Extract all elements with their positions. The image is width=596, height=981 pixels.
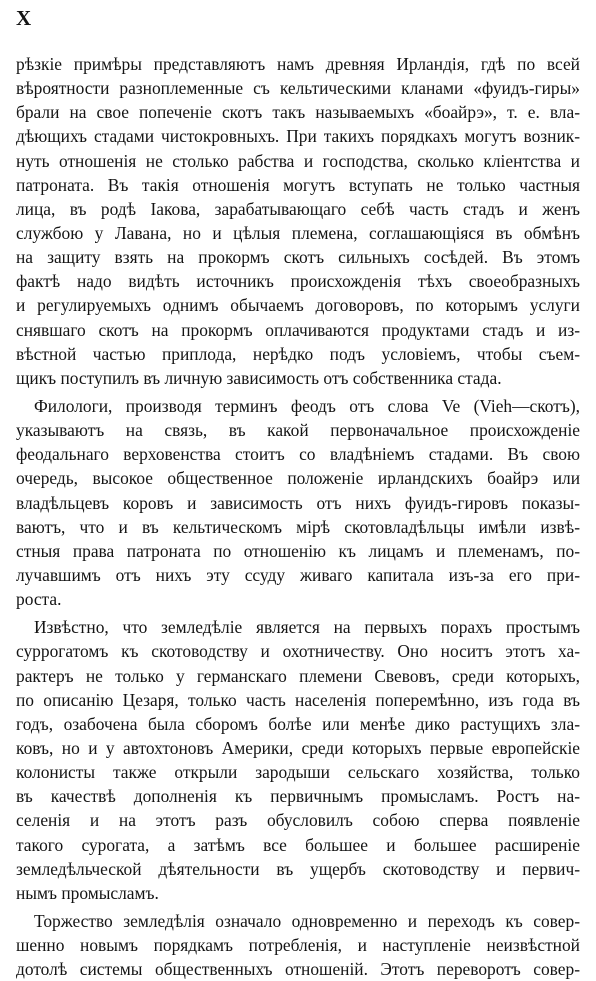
text-line: дѣющихъ стадами чистокровныхъ. При такихъ порядкахъ могутъ возник- — [16, 126, 580, 147]
text-line: такого сурогата, а затѣмъ все большее и большее расширеніе — [16, 834, 580, 855]
text-line: нуть отношенія не столько рабства и господства, сколько кліентства и — [16, 150, 580, 171]
text-line: лица, въ родѣ Іакова, зарабатывающаго себѣ часть стадъ и женъ — [16, 198, 580, 219]
text-line: въ качествѣ дополненія къ первичнымъ промысламъ. Ростъ на- — [16, 786, 580, 807]
text-line: вѣроятности разноплеменные съ кельтическими кланами «фуидъ-гиры» — [16, 78, 580, 99]
text-line: указываютъ на связь, въ какой первоначальное происхожденіе — [16, 420, 580, 441]
paragraph — [16, 52, 580, 390]
paragraph — [16, 909, 580, 981]
text-line: патроната. Въ такія отношенія могутъ вступать не только частныя — [16, 174, 580, 195]
text-line: Извѣстно, что земледѣліе является на первыхъ порахъ простымъ — [34, 617, 580, 638]
text-line: рѣзкіе примѣры представляютъ намъ древняя Ирландія, гдѣ по всей — [16, 54, 580, 74]
text-line: нымъ промысламъ. — [16, 882, 159, 903]
text-line: очередь, высокое общественное положеніе ирландскихъ боайрэ или — [16, 468, 580, 489]
text-line: на защиту взять на прокормъ скотъ сильныхъ сосѣдей. Въ этомъ — [16, 247, 580, 268]
text-line: по описанію Цезаря, только часть населенія поперемѣнно, изъ года въ — [16, 689, 580, 710]
text-line: земледѣльческой дѣятельности въ ущербъ скотоводству и первич- — [16, 858, 580, 879]
text-line: и регулируемыхъ однимъ обычаемъ договоровъ, по которымъ услуги — [16, 295, 580, 316]
text-line: ковъ, но и у автохтоновъ Америки, среди которыхъ первые европейскіе — [16, 737, 580, 758]
text-line: вѣстной частью приплода, нерѣдко подъ условіемъ, чтобы съем- — [16, 343, 580, 364]
text-line: щикъ поступилъ въ личную зависимость отъ собственника стада. — [16, 367, 502, 388]
text-line: фактѣ надо видѣть источникъ происхожденія тѣхъ своеобразныхъ — [16, 271, 580, 292]
text-line: колонисты также открыли зародыши сельскаго хозяйства, только — [16, 762, 580, 783]
text-line: брали на свое попеченіе скотъ такъ называемыхъ «боайрэ», т. е. вла- — [16, 102, 580, 123]
text-line: ваютъ, что и въ кельтическомъ мірѣ скотовладѣльцы имѣли извѣ- — [16, 516, 580, 537]
text-line: Торжество земледѣлія означало одновременно и переходъ къ совер- — [34, 910, 580, 931]
text-line: феодальнаго верховенства стоитъ со владѣніемъ стадами. Въ свою — [16, 444, 580, 465]
text-line: годъ, озабочена была сборомъ болѣе или менѣе дико растущихъ зла- — [16, 713, 580, 734]
text-line: службою у Лавана, но и цѣлыя племена, соглашающіяся въ обмѣнъ — [16, 222, 580, 243]
text-line: дотолѣ системы общественныхъ отношеній. Этотъ переворотъ совер- — [16, 959, 580, 980]
text-line: снявшаго скотъ на прокормъ оплачиваются продуктами стадъ и из- — [16, 319, 580, 340]
text-line: рактеръ не только у германскаго племени Свевовъ, среди которыхъ, — [16, 665, 580, 686]
text-line: роста. — [16, 589, 62, 610]
text-line: владѣльцевъ коровъ и зависимость отъ нихъ фуидъ-гировъ показы- — [16, 492, 580, 513]
paragraph — [16, 615, 580, 905]
page-number: X — [16, 6, 33, 30]
text-line: суррогатомъ къ скотоводству и охотничеству. Оно носитъ этотъ ха- — [16, 641, 580, 662]
text-line: шенно новымъ порядкамъ потребленія, и наступленіе неизвѣстной — [16, 935, 580, 956]
text-line: лучавшимъ отъ нихъ эту ссуду живаго капитала изъ-за его при- — [16, 564, 580, 585]
paragraph — [16, 394, 580, 611]
text-line: селенія и на этотъ разъ обусловилъ собою сперва появленіе — [16, 810, 580, 831]
text-line: Филологи, производя терминъ феодъ отъ слова Ve (Vieh—скотъ), — [34, 395, 580, 416]
body-text — [16, 52, 580, 981]
text-line: стныя права патроната по отношенію къ лицамъ и племенамъ, по- — [16, 540, 580, 561]
